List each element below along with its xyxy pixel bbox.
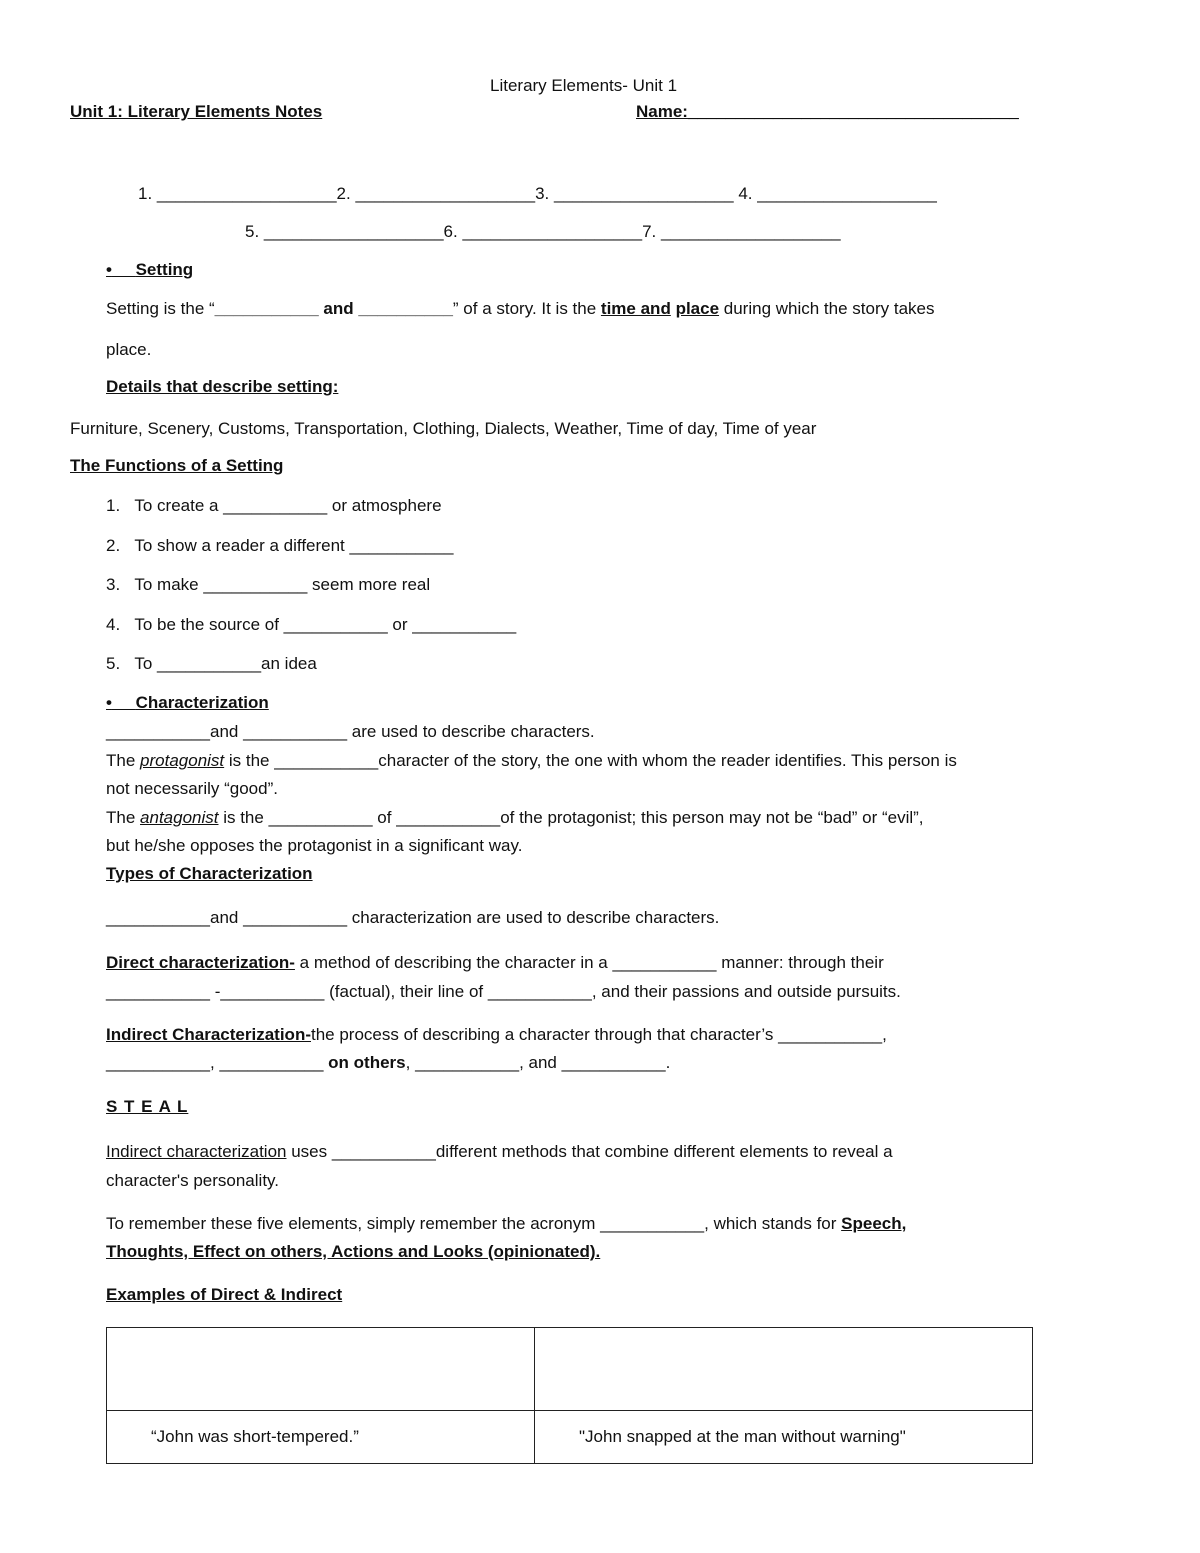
protagonist-line-2: not necessarily “good”. — [106, 779, 278, 798]
types-heading: Types of Characterization — [106, 864, 313, 883]
bullet-icon: • — [106, 693, 112, 712]
indirect-label: Indirect Characterization- — [106, 1025, 311, 1044]
setting-place: place — [675, 299, 720, 318]
direct-example-quote: “John was short-tempered.” — [107, 1411, 535, 1464]
steal-line-2: character's personality. — [106, 1171, 280, 1190]
function-number: 4. — [106, 615, 121, 634]
setting-time-and: time and — [600, 299, 671, 318]
setting-definition-text-b: ” of a story. It is the — [452, 299, 601, 318]
function-item — [106, 615, 516, 635]
bullet-icon: • — [106, 260, 112, 279]
name-label: Name: — [636, 102, 688, 121]
antagonist-line — [106, 808, 924, 828]
steal-line-1 — [106, 1142, 893, 1162]
indirect-characterization-line-2 — [106, 1053, 670, 1073]
function-text: To make ___________ seem more real — [134, 575, 431, 594]
protagonist-text: is the ___________character of the story, the one with whom the reader identifies. This person is — [224, 751, 957, 770]
acronym-text: To remember these five elements, simply remember the acronym ___________, which stands for — [106, 1214, 842, 1233]
numbered-blanks-row-2[interactable]: 5. ___________________6. ___________________7. ___________________ — [245, 222, 841, 241]
examples-heading: Examples of Direct & Indirect — [106, 1285, 343, 1304]
setting-blank-1[interactable]: ___________ — [214, 299, 319, 318]
setting-heading-text: Setting — [135, 260, 194, 279]
details-list: Furniture, Scenery, Customs, Transportation, Clothing, Dialects, Weather, Time of day, Time of year — [70, 419, 817, 438]
indirect-characterization-line-1 — [106, 1025, 887, 1045]
setting-definition-text-a: Setting is the “ — [106, 299, 215, 318]
direct-label: Direct characterization- — [106, 953, 295, 972]
acronym-line — [106, 1214, 906, 1234]
function-item — [106, 575, 430, 595]
setting-and: and — [318, 299, 359, 318]
characterization-heading-text: Characterization — [135, 693, 269, 712]
table-row — [107, 1411, 1033, 1464]
acronym-rest: Thoughts, Effect on others, Actions and Looks (opinionated). — [106, 1242, 601, 1261]
direct-text: a method of describing the character in a ___________ manner: through their — [294, 953, 884, 972]
indirect-line-2-text-a: ___________, ___________ — [106, 1053, 329, 1072]
steal-heading: S T E A L — [106, 1097, 189, 1116]
types-line: ___________and ___________ characterization are used to describe characters. — [106, 908, 720, 927]
indirect-on-others: on others — [328, 1053, 406, 1072]
characterization-heading — [106, 693, 269, 713]
characterization-line-1: ___________and ___________ are used to describe characters. — [106, 722, 595, 741]
direct-characterization-line-1 — [106, 953, 884, 973]
function-item — [106, 654, 317, 674]
name-field[interactable] — [636, 102, 1019, 122]
function-number: 3. — [106, 575, 121, 594]
protagonist-line — [106, 751, 957, 771]
steal-line-1-text: uses ___________different methods that combine different elements to reveal a — [286, 1142, 893, 1161]
setting-heading — [106, 260, 193, 280]
antagonist-line-2: but he/she opposes the protagonist in a significant way. — [106, 836, 523, 855]
setting-definition — [106, 299, 935, 319]
setting-definition-text-c: during which the story takes — [719, 299, 935, 318]
setting-definition-line-2: place. — [106, 340, 152, 359]
function-item — [106, 536, 454, 556]
indirect-characterization-term: Indirect characterization — [106, 1142, 287, 1161]
function-number: 5. — [106, 654, 121, 673]
antagonist-text: is the ___________ of ___________of the protagonist; this person may not be “bad” or “evil”, — [218, 808, 924, 827]
direct-characterization-line-2: ___________ -___________ (factual), their line of ___________, and their passions and outside pursuits. — [106, 982, 901, 1001]
table-row — [107, 1328, 1033, 1411]
table-header-cell-indirect[interactable] — [535, 1328, 1033, 1411]
function-item — [106, 496, 442, 516]
notes-title: Unit 1: Literary Elements Notes — [70, 102, 323, 121]
function-text: To create a ___________ or atmosphere — [134, 496, 442, 515]
acronym-speech: Speech, — [841, 1214, 907, 1233]
antagonist-term: antagonist — [140, 808, 219, 827]
name-blank[interactable]: ___________________________________ — [687, 102, 1019, 121]
function-text: To be the source of ___________ or ___________ — [134, 615, 517, 634]
function-text: To show a reader a different ___________ — [134, 536, 454, 555]
protagonist-prefix: The — [106, 751, 141, 770]
indirect-example-quote: "John snapped at the man without warning" — [535, 1411, 1033, 1464]
examples-table — [106, 1327, 1033, 1464]
antagonist-prefix: The — [106, 808, 141, 827]
function-number: 1. — [106, 496, 121, 515]
indirect-line-2-text-b: , ___________, and ___________. — [405, 1053, 671, 1072]
numbered-blanks-row-1[interactable]: 1. ___________________2. ___________________3. ___________________ 4. ___________________ — [138, 184, 937, 203]
function-text: To ___________an idea — [134, 654, 317, 673]
setting-blank-2[interactable]: __________ — [358, 299, 453, 318]
protagonist-term: protagonist — [140, 751, 225, 770]
running-title: Literary Elements- Unit 1 — [490, 76, 678, 95]
functions-heading: The Functions of a Setting — [70, 456, 284, 475]
details-heading: Details that describe setting: — [106, 377, 339, 396]
function-number: 2. — [106, 536, 121, 555]
table-header-cell-direct[interactable] — [107, 1328, 535, 1411]
indirect-text: the process of describing a character through that character’s ___________, — [311, 1025, 887, 1044]
